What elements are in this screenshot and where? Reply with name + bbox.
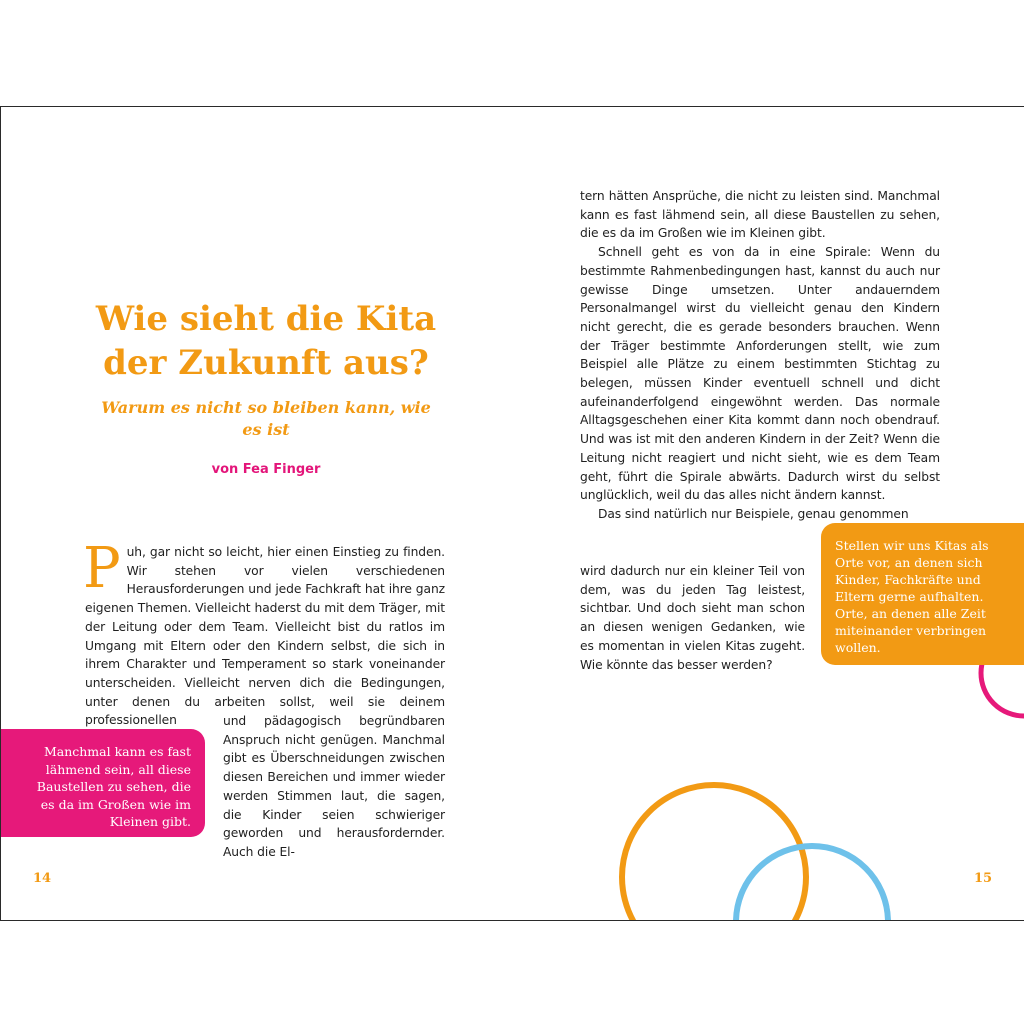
body-text-run: uh, gar nicht so leicht, hier einen Einstieg zu finden. Wir stehen vor vielen verschiedenen Herausforderungen und jede Fachkraft hat ihre ganz eigenen Themen. Vielleicht haderst du mit dem Träger, mit der Leitung oder dem Team. Vielleicht bist du ratlos im Umgang mit Eltern oder den Kindern selbst, die sich in ihrem Charakter und Temperament so stark voneinander unterscheiden. Vielleicht nerven dich die Bedingungen, unter denen du arbeiten sollst, weil sie deinem professionellen	[85, 545, 445, 728]
right-body-narrow-column	[580, 562, 805, 674]
page-number-right: 15	[974, 871, 993, 886]
pull-quote-right: Stellen wir uns Kitas als Orte vor, an denen sich Kinder, Fachkräfte und Eltern gerne aufhalten. Orte, an denen alle Zeit miteinander verbringen wollen.	[821, 523, 1024, 665]
body-paragraph: wird dadurch nur ein kleiner Teil von dem, was du jeden Tag leistest, sichtbar. Und doch sieht man schon an diesen wenigen Gedanken, wie es momentan in vielen Kitas zugeht. Wie könnte das besser werden?	[580, 564, 805, 672]
body-paragraph: Schnell geht es von da in eine Spirale: Wenn du bestimmte Rahmenbedingungen hast, kannst du auch nur gewisse Dinge umsetzen. Unter andauerndem Personalmangel wirst du vielleicht genau den Kindern nicht gerecht, die es gerade besonders brauchen. Wenn der Träger bestimmte Anforderungen stellt, wie zum Beispiel alle Plätze zu einem bestimmten Stichtag zu belegen, müssen Kinder eventuell schnell und dicht aufeinanderfolgend eingewöhnt werden. Das normale Alltagsgeschehen einer Kita kommt dann noch obendrauf. Und was ist mit den anderen Kindern in der Zeit? Wenn die Leitung nicht reagiert und nicht sieht, wie es dem Team geht, führt die Spirale abwärts. Dadurch wirst du selbst unglücklich, weil du das alles nicht ändern kannst.	[580, 245, 940, 503]
left-page	[0, 107, 512, 920]
book-spread	[0, 106, 1024, 921]
body-paragraph: tern hätten Ansprüche, die nicht zu leisten sind. Manchmal kann es fast lähmend sein, all diese Baustellen zu sehen, die es da im Großen wie im Kleinen gibt.	[580, 189, 940, 241]
chapter-subtitle: Warum es nicht so bleiben kann, wie es ist	[101, 398, 431, 439]
body-paragraph: Das sind natürlich nur Beispiele, genau genommen	[598, 506, 909, 521]
body-paragraph	[83, 536, 445, 730]
body-paragraph: und pädagogisch begründbaren Anspruch nicht genügen. Manchmal gibt es Überschneidungen zwischen diesen Bereichen und immer wieder werden Stimmen laut, die sagen, die Kinder seien schwieriger geworden und herausfordernder. Auch die El-	[223, 714, 445, 859]
pull-quote-left: Manchmal kann es fast lähmend sein, all diese Baustellen zu sehen, die es da im Großen wie im Kleinen gibt.	[1, 729, 205, 837]
blue-circle-decoration	[736, 846, 888, 920]
page-number-left: 14	[33, 871, 52, 886]
left-body-narrow-column	[223, 712, 445, 862]
left-body-column	[83, 536, 445, 730]
right-body-column	[580, 187, 940, 524]
right-page	[512, 107, 1024, 920]
author-byline: von Fea Finger	[211, 462, 321, 477]
chapter-title: Wie sieht die Kita der Zukunft aus?	[95, 299, 437, 383]
drop-cap: P	[83, 536, 121, 601]
